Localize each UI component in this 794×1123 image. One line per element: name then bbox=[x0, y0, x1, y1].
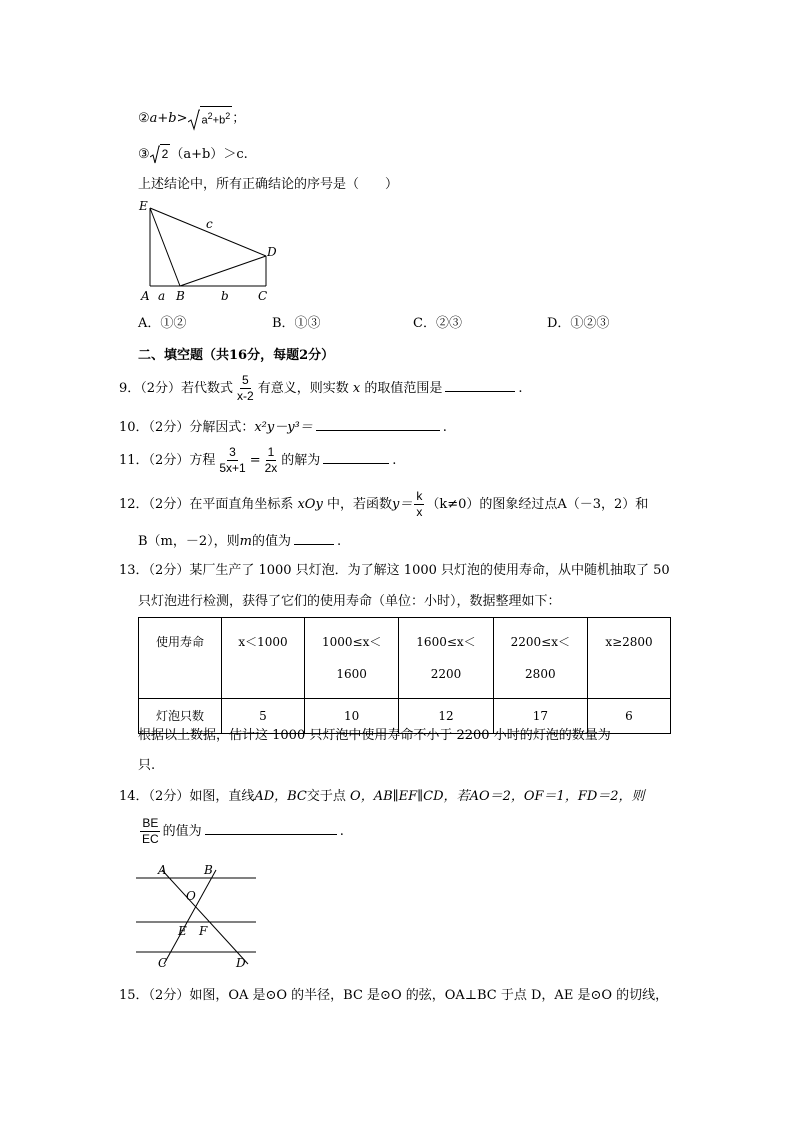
label-F: F bbox=[199, 924, 208, 938]
question-11: 11．（2分）方程 $\frac{3}{5x+1}$ = $\frac{1}{2x}$ 的解为 . bbox=[119, 445, 397, 475]
label-D: D bbox=[267, 245, 277, 259]
fraction: $\frac{k}{x}$ bbox=[416, 489, 423, 519]
conclusion-3: ③ 2 （a+b）＞c. bbox=[138, 144, 248, 165]
question-12-line2: B（m，－2），则m的值为 . bbox=[138, 530, 341, 551]
label-b: b bbox=[221, 289, 229, 303]
table-cell: 17 bbox=[493, 699, 587, 734]
question-13-after2: 只. bbox=[138, 758, 156, 773]
question-13-after1: 根据以上数据，估计这 1000 只灯泡中使用寿命不小于 2200 小时的灯泡的数量为 bbox=[138, 728, 611, 743]
label-c: c bbox=[206, 217, 213, 231]
fraction: $\frac{5}{x-2}$ bbox=[237, 373, 254, 403]
label-O: O bbox=[186, 889, 196, 903]
table-cell: 12 bbox=[399, 699, 493, 734]
question-9: 9．（2分）若代数式 $\frac{5}{x-2}$ 有意义，则实数 x 的取值范围是 . bbox=[119, 373, 523, 403]
table-cell: 10 bbox=[305, 699, 399, 734]
section-heading: 二、填空题（共16分，每题2分） bbox=[138, 348, 335, 363]
table-cell: 2200≤x＜ 2800 bbox=[493, 618, 587, 699]
table-cell: 使用寿命 bbox=[139, 618, 222, 699]
question-14: 14．（2分）如图，直线AD，BC交于点 O，AB∥EF∥CD，若AO＝2，OF＝1，FD＝2，则 bbox=[119, 789, 645, 804]
option-d[interactable]: D．①②③ bbox=[547, 316, 610, 331]
table-row bbox=[139, 618, 671, 699]
question-10: 10．（2分）分解因式：x²y－y³＝ . bbox=[119, 416, 447, 437]
option-c[interactable]: C．②③ bbox=[413, 316, 462, 331]
fraction: $\frac{BE}{EC}$ bbox=[142, 816, 159, 846]
table-cell: x≥2800 bbox=[588, 618, 671, 699]
label-A: A bbox=[158, 863, 167, 877]
question-13-line2: 只灯泡进行检测，获得了它们的使用寿命（单位：小时），数据整理如下： bbox=[138, 594, 561, 609]
label-A: A bbox=[141, 289, 150, 303]
label-B: B bbox=[204, 863, 213, 877]
table-cell: x＜1000 bbox=[222, 618, 305, 699]
question-15: 15．（2分）如图，OA 是⊙O 的半径，BC 是⊙O 的弦，OA⊥BC 于点 D，AE 是⊙O 的切线， bbox=[119, 988, 669, 1003]
fraction: $\frac{3}{5x+1}$ bbox=[219, 445, 246, 475]
answer-blank[interactable] bbox=[294, 530, 334, 545]
table-cell: 5 bbox=[222, 699, 305, 734]
conclusion-2: ②a+b> $a^2+b^2$ ； bbox=[138, 106, 245, 131]
lifespan-table bbox=[138, 617, 671, 734]
answer-blank[interactable] bbox=[445, 377, 515, 392]
sqrt-symbol: $a^2+b^2$ bbox=[188, 106, 233, 131]
fraction: $\frac{1}{2x}$ bbox=[264, 445, 278, 475]
parallel-lines-figure bbox=[136, 860, 260, 972]
option-b[interactable]: B．①③ bbox=[272, 316, 321, 331]
table-cell: 1000≤x＜ 1600 bbox=[305, 618, 399, 699]
label-C: C bbox=[258, 289, 268, 303]
label-C: C bbox=[158, 956, 168, 970]
label-E: E bbox=[139, 199, 148, 213]
label-D: D bbox=[236, 956, 246, 970]
question-prompt: 上述结论中，所有正确结论的序号是（ ） bbox=[138, 177, 399, 192]
answer-blank[interactable] bbox=[323, 449, 389, 464]
option-a[interactable]: A．①② bbox=[138, 316, 187, 331]
sqrt-symbol: 2 bbox=[150, 144, 171, 165]
question-14-line2: $\frac{BE}{EC}$ 的值为 . bbox=[142, 816, 344, 846]
table-cell: 1600≤x＜ 2200 bbox=[399, 618, 493, 699]
label-E: E bbox=[178, 924, 187, 938]
answer-blank[interactable] bbox=[316, 416, 440, 431]
trapezoid-figure bbox=[136, 196, 284, 308]
label-a: a bbox=[158, 289, 166, 303]
table-cell: 灯泡只数 bbox=[139, 699, 222, 734]
table-cell: 6 bbox=[588, 699, 671, 734]
answer-blank[interactable] bbox=[205, 820, 337, 835]
question-13: 13．（2分）某厂生产了 1000 只灯泡．为了解这 1000 只灯泡的使用寿命，从中随机抽取了 50 bbox=[119, 563, 670, 578]
question-12: 12．（2分）在平面直角坐标系 xOy 中，若函数y＝ $\frac{k}{x}$ （k≠0）的图象经过点A（－3，2）和 bbox=[119, 489, 649, 519]
label-B: B bbox=[176, 289, 185, 303]
